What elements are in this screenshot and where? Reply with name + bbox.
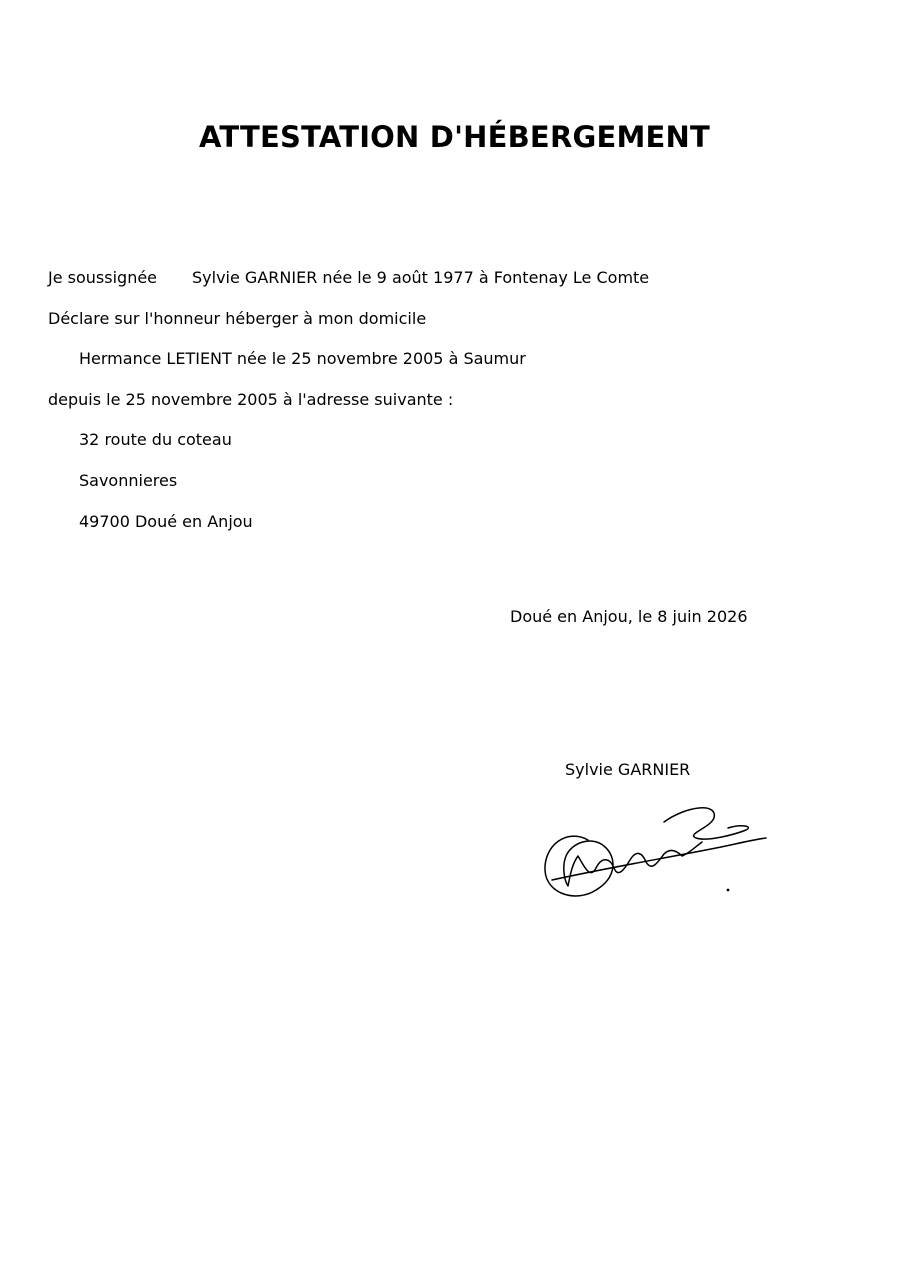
declaration-line: Déclare sur l'honneur héberger à mon domicile bbox=[48, 309, 427, 328]
since-line: depuis le 25 novembre 2005 à l'adresse suivante : bbox=[48, 390, 454, 409]
declarant-label: Je soussignée bbox=[48, 268, 158, 287]
signature-dot bbox=[727, 889, 730, 892]
address-line-2: Savonnieres bbox=[79, 471, 178, 490]
address-line-3: 49700 Doué en Anjou bbox=[79, 512, 253, 531]
place-date-line: Doué en Anjou, le 8 juin 2026 bbox=[510, 607, 748, 626]
declarant-line bbox=[48, 268, 649, 288]
address-line-1: 32 route du coteau bbox=[79, 430, 232, 449]
document-title: ATTESTATION D'HÉBERGEMENT bbox=[198, 120, 711, 154]
signatory-name: Sylvie GARNIER bbox=[565, 760, 691, 779]
hosted-person-line: Hermance LETIENT née le 25 novembre 2005 à Saumur bbox=[79, 349, 526, 368]
handwritten-signature bbox=[536, 798, 776, 910]
declarant-details: Sylvie GARNIER née le 9 août 1977 à Fontenay Le Comte bbox=[192, 268, 650, 287]
